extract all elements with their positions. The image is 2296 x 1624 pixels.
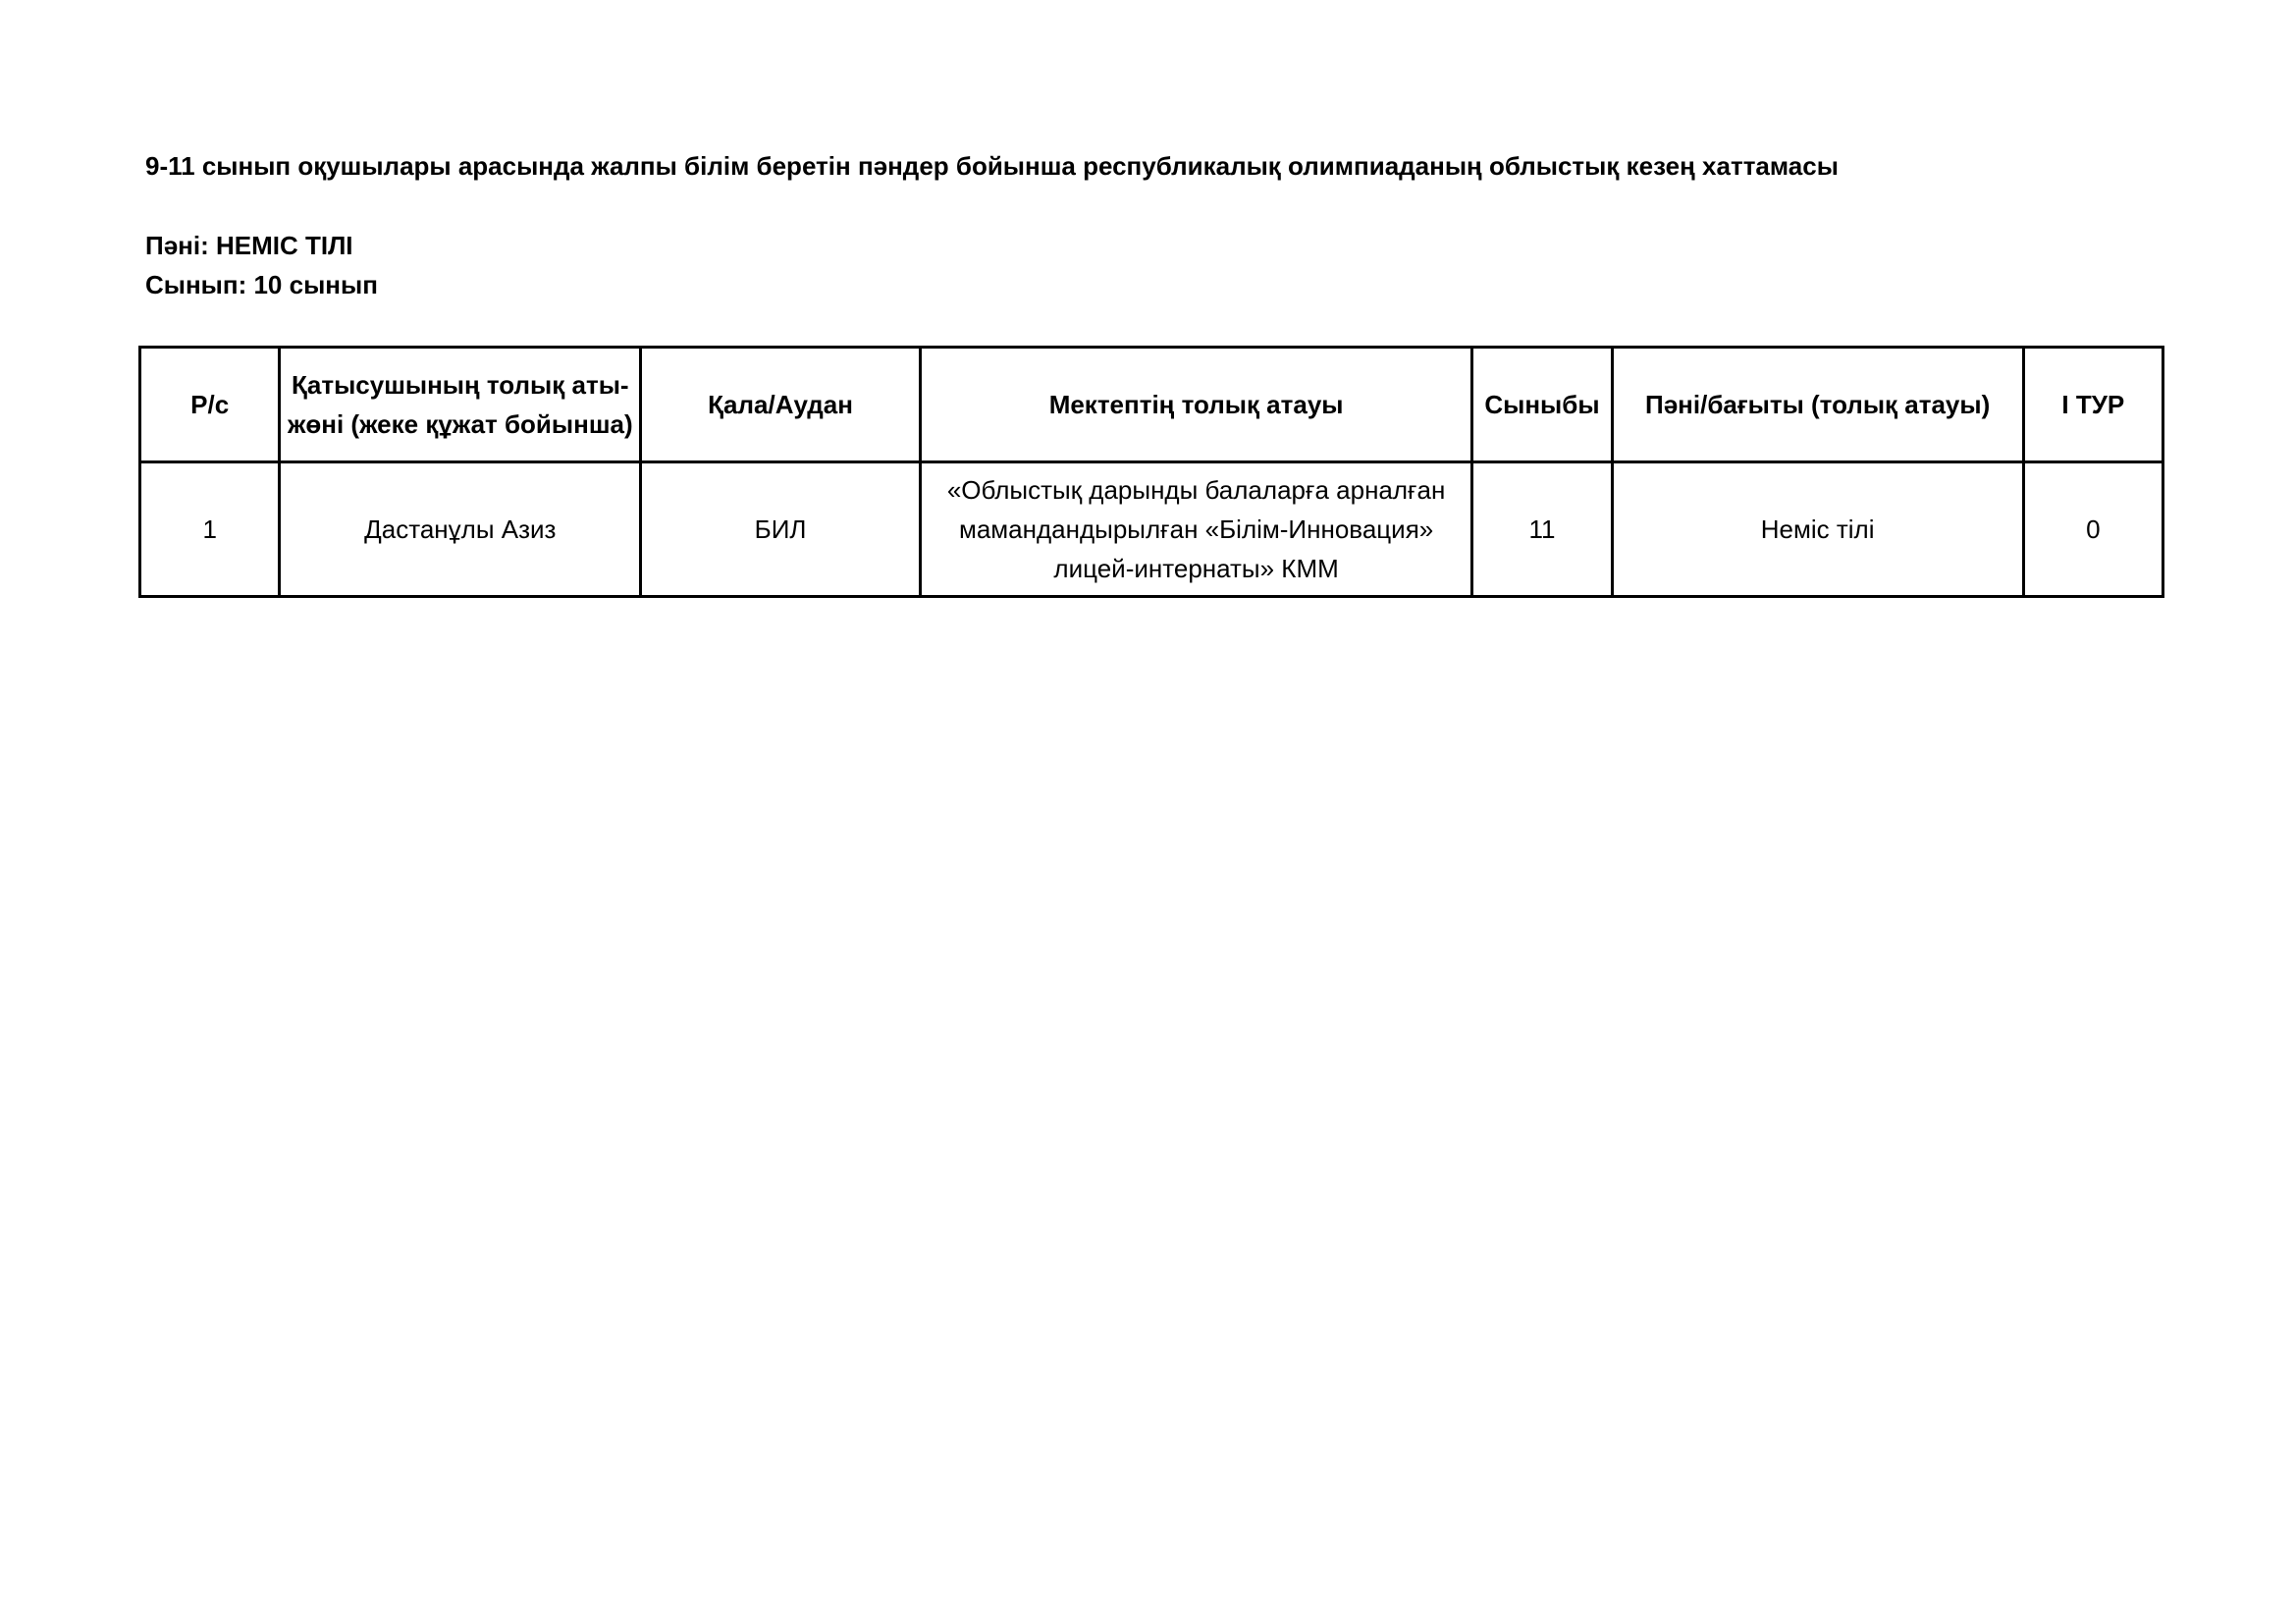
cell-city-district: БИЛ [641, 462, 921, 597]
header-participant-name: Қатысушының толық аты-жөні (жеке құжат бойынша) [280, 348, 641, 462]
header-grade: Сыныбы [1472, 348, 1612, 462]
grade-line: Сынып: 10 сынып [145, 270, 378, 299]
cell-subject: Неміс тілі [1612, 462, 2023, 597]
subject-line: Пәні: НЕМІС ТІЛІ [145, 231, 353, 260]
header-subject: Пәні/бағыты (толық атауы) [1612, 348, 2023, 462]
cell-participant-name: Дастанұлы Азиз [280, 462, 641, 597]
table-header-row [140, 348, 2163, 462]
document-title: 9-11 сынып оқушылары арасында жалпы білім беретін пәндер бойынша республикалық олимпиаданың облыстық кезең хаттамасы [145, 151, 1839, 181]
cell-row-number: 1 [140, 462, 280, 597]
table-row [140, 462, 2163, 597]
header-school-name: Мектептің толық атауы [920, 348, 1471, 462]
header-row-number: Р/с [140, 348, 280, 462]
results-table [138, 346, 2164, 598]
cell-school-name: «Облыстық дарынды балаларға арналған мамандандырылған «Білім-Инновация» лицей-интернаты» КММ [920, 462, 1471, 597]
header-city-district: Қала/Аудан [641, 348, 921, 462]
header-round-one: І ТУР [2023, 348, 2163, 462]
cell-round-one-score: 0 [2023, 462, 2163, 597]
cell-grade: 11 [1472, 462, 1612, 597]
